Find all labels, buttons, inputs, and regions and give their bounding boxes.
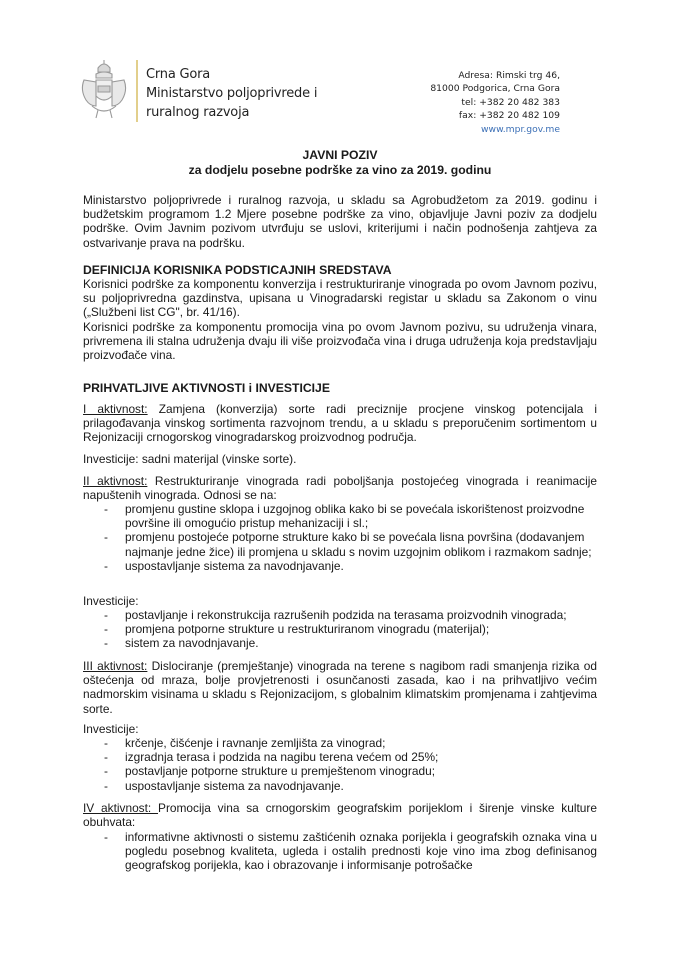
list-item: - informativne aktivnosti o sistemu zaštićenih oznaka porijekla i geografskih oznaka vina u pogledu posebnog kvaliteta, ugleda i ostalih prednosti koje vino ima zbog definisanog geografskog porijekla, kao i obrazovanje i informisanje potrošačke	[83, 830, 597, 873]
list-item: - promjena potporne strukture u restrukturiranom vinogradu (materijal);	[83, 622, 597, 636]
address-line-1: Adresa: Rimski trg 46,	[458, 70, 560, 81]
list-item: - izgradnja terasa i podzida na nagibu terena većem od 25%;	[83, 750, 597, 764]
fax: fax: +382 20 482 109	[458, 110, 560, 122]
ministry-name	[146, 65, 317, 122]
telephone: tel: +382 20 482 383	[461, 96, 560, 108]
section-heading-beneficiaries: DEFINICIJA KORISNIKA PODSTICAJNIH SREDSTAVA	[83, 263, 392, 277]
list-item: - postavljanje i rekonstrukcija razrušenih podzida na terasama proizvodnih vinograda;	[83, 608, 597, 622]
activity-4-text: Promocija vina sa crnogorskim geografskim porijeklom i širenje vinske kulture obuhvata:	[83, 801, 597, 830]
activity-4-paragraph	[83, 801, 597, 829]
list-item: - postavljanje potporne strukture u premještenom vinogradu;	[83, 764, 597, 778]
activity-3-investments-label: Investicije:	[83, 722, 139, 736]
activity-4-label: IV aktivnost:	[83, 801, 159, 815]
activity-2-label: II aktivnost:	[83, 474, 148, 488]
activity-1-label: I aktivnost:	[83, 402, 148, 416]
intro-paragraph: Ministarstvo poljoprivrede i ruralnog razvoja, u skladu sa Agrobudžetom za 2019. godinu i budžetskim programom 1.2 Mjere posebne podrške za vino, objavljuje Javni poziv za dodjelu podrške. Ovim Javnim pozivom utvrđuju se uslovi, kriterijumi i način podnošenja zahtjeva za ostvarivanje prava na podršku.	[83, 193, 597, 250]
activity-3-label: III aktivnost:	[83, 659, 148, 673]
list-item: - uspostavljanje sistema za navodnjavanje.	[83, 559, 597, 573]
activity-3-paragraph	[83, 659, 597, 716]
beneficiaries-paragraph-1: Korisnici podrške za komponentu konverzija i restrukturiranje vinograda po ovom Javnom pozivu, su poljoprivredna gazdinstva, upisana u Vinogradarski registar u skladu sa Zakonom o vinu („Službeni list CG", br. 41/16).	[83, 277, 597, 320]
activity-3-investments-list	[83, 736, 597, 793]
section-heading-activities: PRIHVATLJIVE AKTIVNOSTI i INVESTICIJE	[83, 381, 330, 395]
ministry-line-1: Ministarstvo poljoprivrede i	[146, 86, 318, 101]
activity-1-investments: Investicije: sadni materijal (vinske sorte).	[83, 452, 297, 466]
activity-4-list	[83, 830, 597, 873]
activity-2-investments-label: Investicije:	[83, 594, 139, 608]
list-item: - sistem za navodnjavanje.	[83, 636, 597, 650]
ministry-line-2: ruralnog razvoja	[146, 105, 250, 120]
activity-2-text: Restrukturiranje vinograda radi poboljšanja postojećeg vinograda i reanimacije napuštenih vinograda. Odnosi se na:	[83, 474, 597, 503]
list-item: - promjenu postojeće potporne strukture kako bi se povećala lisna površina (dodavanjem najmanje jedne žice) ili promjena u skladu s novim uzgojnim oblikom i razmakom sadnje;	[83, 530, 597, 558]
letterhead	[78, 56, 618, 136]
activity-2-investments-list	[83, 608, 597, 651]
coat-of-arms-icon	[78, 58, 130, 120]
activity-1-text: Zamjena (konverzija) sorte radi preciznije procjene vinskog potencijala i prilagođavanja vinskog sortimenta razvojnom trendu, a u skladu s preporučenim sortimentom u Rejonizaciji crnogorskog vinogradarskog proizvodnog područja.	[83, 402, 597, 445]
beneficiaries-paragraph-2: Korisnici podrške za komponentu promocija vina po ovom Javnom pozivu, su udruženja vinara, privremena ili stalna udruženja dvaju ili više proizvođača vina i druga udruženja koja predstavljaju proizvođače vina.	[83, 320, 597, 363]
document-title: JAVNI POZIV	[302, 148, 378, 162]
letterhead-divider	[136, 60, 138, 122]
list-item: - uspostavljanje sistema za navodnjavanje.	[83, 779, 597, 793]
activity-3-text: Dislociranje (premještanje) vinograda na terene s nagibom radi smanjenja rizika od oštećenja od mraza, bolje provjetrenosti i osunčanosti zasada, kao i na prihvatljivo većim nadmorskim visinama u skladu s Rejonizacijom, s globalnim klimatskim promjenama i zahtjevima sorte.	[83, 659, 597, 716]
activity-2-paragraph	[83, 474, 597, 502]
website-link[interactable]: www.mpr.gov.me	[481, 123, 560, 135]
activity-2-list	[83, 502, 597, 573]
contact-block	[430, 69, 560, 136]
address-line-2: 81000 Podgorica, Crna Gora	[430, 83, 560, 95]
country-name: Crna Gora	[146, 67, 211, 82]
list-item: - promjenu gustine sklopa i uzgojnog oblika kako bi se povećala iskorištenost proizvodne površine ili omogućio pristup mehanizaciji i sl.;	[83, 502, 597, 530]
activity-1-paragraph	[83, 402, 597, 445]
document-subtitle: za dodjelu posebne podrške za vino za 2019. godinu	[188, 163, 492, 177]
list-item: - krčenje, čišćenje i ravnanje zemljišta za vinograd;	[83, 736, 597, 750]
